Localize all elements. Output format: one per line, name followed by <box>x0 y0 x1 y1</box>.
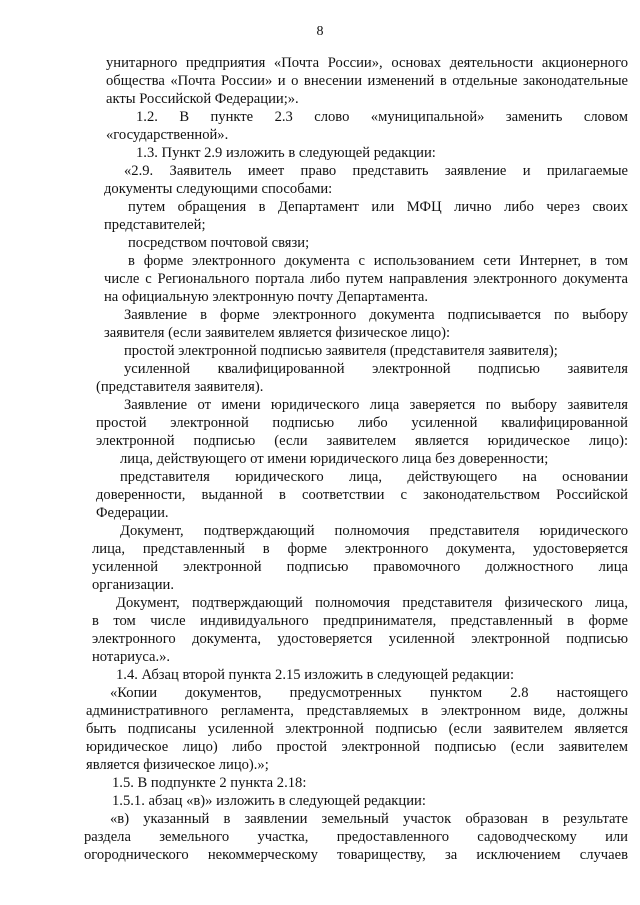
text-line: административного регламента, представляемых в электронном виде, должны <box>86 703 628 719</box>
text-line: в форме электронного документа с использованием сети Интернет, в том <box>128 253 628 269</box>
text-line: усиленной электронной подписью правомочного должностного лица <box>92 559 628 575</box>
text-line: числе с Регионального портала либо путем направления электронного документа <box>104 271 628 287</box>
text-line: простой электронной подписью либо усиленной квалифицированной <box>96 415 628 431</box>
text-line: 1.3. Пункт 2.9 изложить в следующей редакции: <box>136 145 436 161</box>
text-line: Заявление в форме электронного документа подписывается по выбору <box>124 307 628 323</box>
text-line: унитарного предприятия «Почта России», основах деятельности акционерного <box>106 55 628 71</box>
text-line: Федерации. <box>96 505 169 521</box>
text-line: электронной подписью (если заявителем является юридическое лицо): <box>96 433 628 449</box>
text-line: (представителя заявителя). <box>96 379 264 395</box>
text-line: доверенности, выданной в соответствии с законодательством Российской <box>96 487 628 503</box>
text-line: нотариуса.». <box>92 649 171 665</box>
text-line: организации. <box>92 577 174 593</box>
text-line: лица, представленный в форме электронного документа, удостоверяется <box>92 541 628 557</box>
text-line: в том числе индивидуального предпринимателя, представленный в форме <box>92 613 628 629</box>
text-line: Заявление от имени юридического лица заверяется по выбору заявителя <box>124 397 628 413</box>
text-line: представителей; <box>104 217 206 233</box>
text-line: 1.2. В пункте 2.3 слово «муниципальной» заменить словом <box>136 109 628 125</box>
text-line: 1.5. В подпункте 2 пункта 2.18: <box>112 775 307 791</box>
text-line: лица, действующего от имени юридического лица без доверенности; <box>120 451 549 467</box>
text-line: является физическое лицо).»; <box>86 757 269 773</box>
text-line: юридическое лицо) либо простой электронной подписью (если заявителем <box>86 739 628 755</box>
text-line: Документ, подтверждающий полномочия представителя физического лица, <box>116 595 628 611</box>
text-line: заявителя (если заявителем является физическое лицо): <box>104 325 451 341</box>
text-line: документы следующими способами: <box>104 181 333 197</box>
text-line: «2.9. Заявитель имеет право представить заявление и прилагаемые <box>124 163 628 179</box>
text-line: 1.5.1. абзац «в)» изложить в следующей редакции: <box>112 793 426 809</box>
text-line: «государственной». <box>106 127 229 143</box>
page-number: 8 <box>316 24 324 39</box>
text-line: представителя юридического лица, действующего на основании <box>120 469 628 485</box>
text-line: «в) указанный в заявлении земельный участок образован в результате <box>110 811 628 827</box>
text-line: «Копии документов, предусмотренных пунктом 2.8 настоящего <box>110 685 628 701</box>
text-line: общества «Почта России» и о внесении изменений в отдельные законодательные <box>106 73 628 89</box>
text-line: электронного документа, удостоверяется усиленной электронной подписью <box>92 631 628 647</box>
text-line: 1.4. Абзац второй пункта 2.15 изложить в следующей редакции: <box>116 667 515 683</box>
text-line: раздела земельного участка, предоставленного садоводческому или <box>84 829 628 845</box>
text-line: на официальную электронную почту Департамента. <box>104 289 429 305</box>
text-line: огороднического некоммерческому товариществу, за исключением случаев <box>84 847 628 863</box>
text-line: путем обращения в Департамент или МФЦ лично либо через своих <box>128 199 628 215</box>
text-line: Документ, подтверждающий полномочия представителя юридического <box>120 523 628 539</box>
text-line: посредством почтовой связи; <box>128 235 310 251</box>
text-line: усиленной квалифицированной электронной подписью заявителя <box>124 361 628 377</box>
text-line: простой электронной подписью заявителя (представителя заявителя); <box>124 343 558 359</box>
text-line: быть подписаны усиленной электронной подписью (если заявителем является <box>86 721 628 737</box>
text-line: акты Российской Федерации;». <box>106 91 299 107</box>
